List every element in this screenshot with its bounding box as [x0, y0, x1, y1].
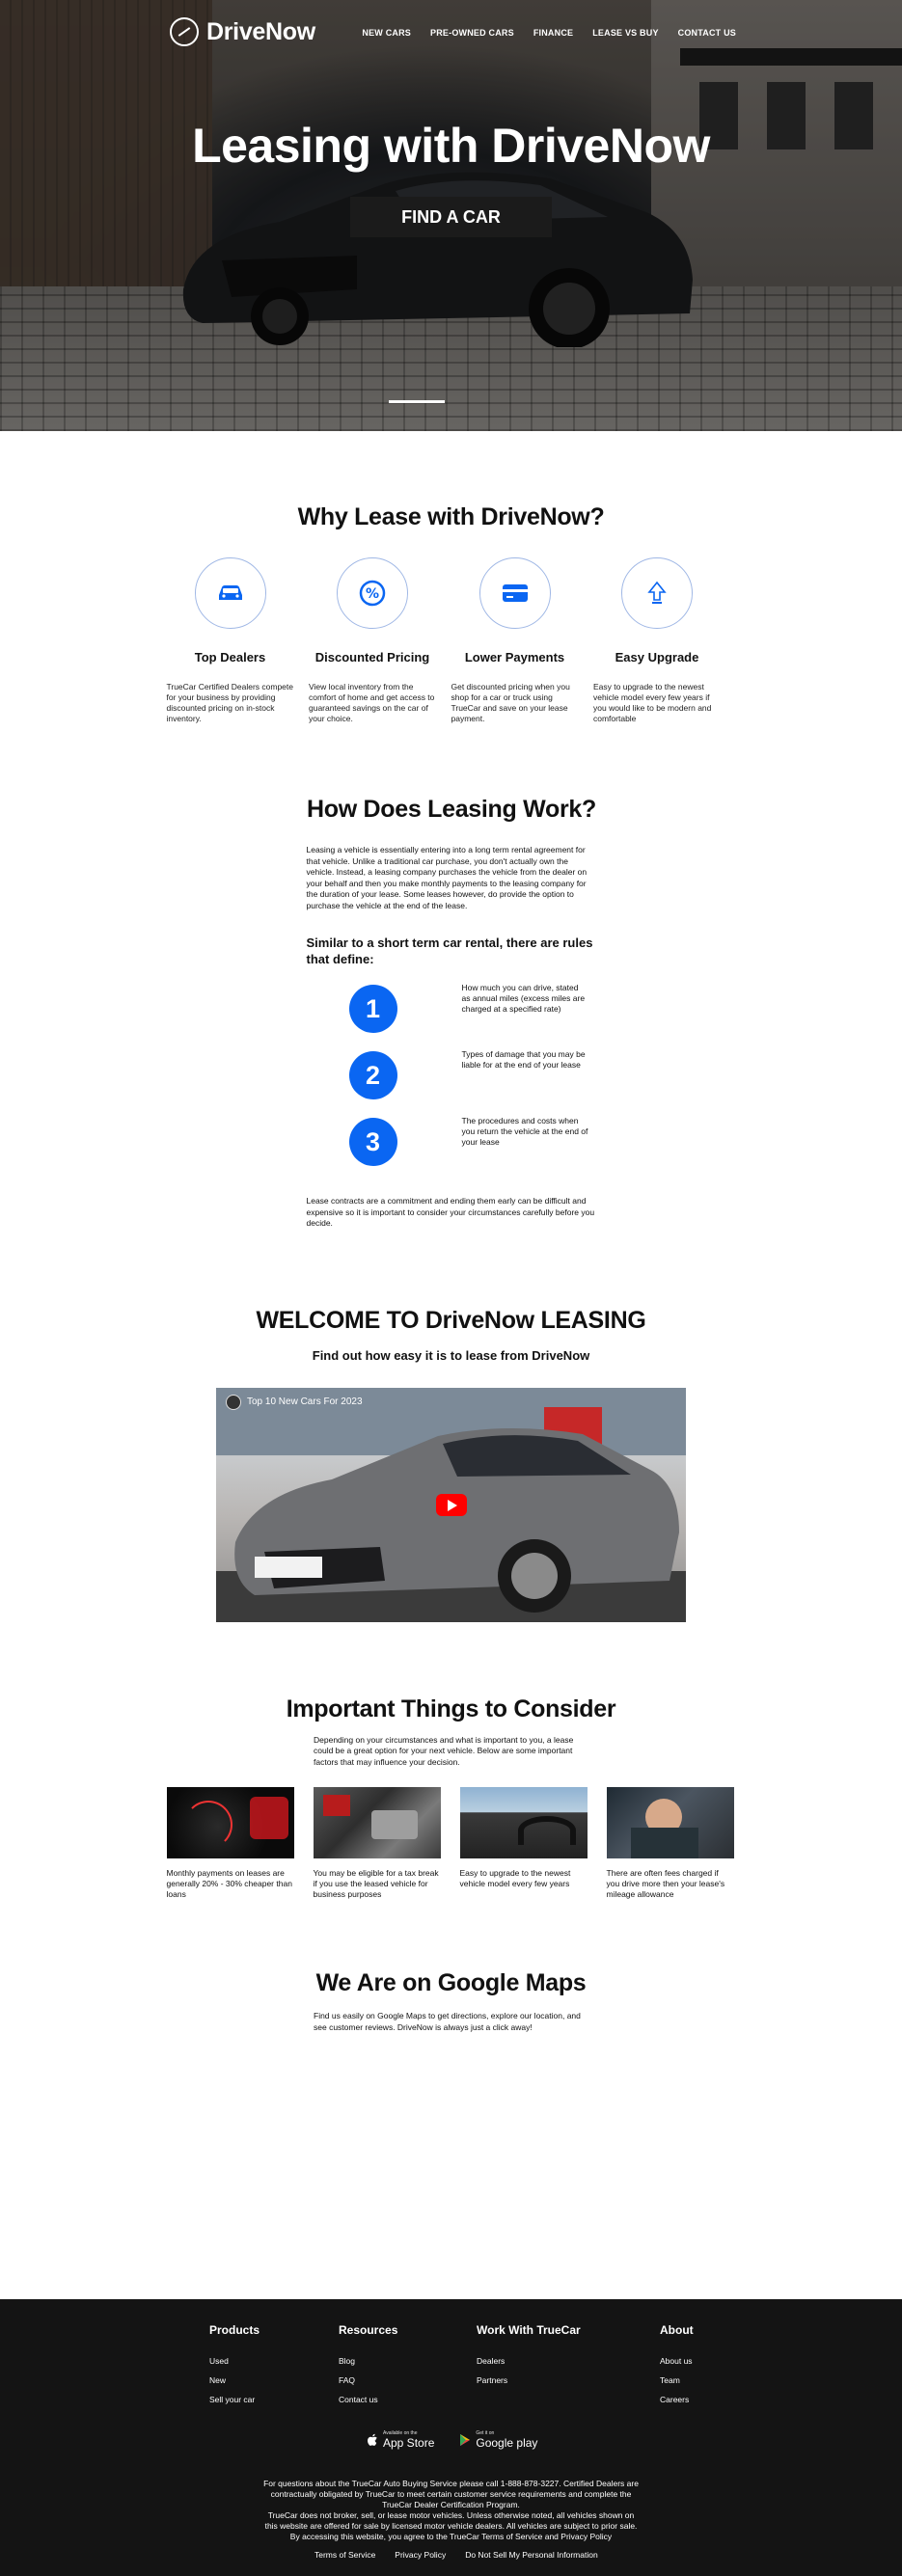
footer-col-title: About [660, 2323, 694, 2337]
welcome-subtitle: Find out how easy it is to lease from DriveNow [312, 1347, 590, 1363]
hero [0, 0, 902, 431]
card-text: There are often fees charged if you drive more then your lease's mileage allowance [606, 1868, 725, 1899]
maps-description: Find us easily on Google Maps to get directions, explore our location, and see customer reviews. DriveNow is always just a click away! [314, 2011, 581, 2032]
feature-top-dealers [167, 557, 310, 724]
rules-heading: Similar to a short term car rental, there are rules that define: [306, 935, 593, 966]
footer-link-new[interactable]: New [209, 2375, 227, 2385]
footer-link-faq[interactable]: FAQ [339, 2375, 356, 2385]
app-store-text: App Store [383, 2436, 435, 2450]
consider-card [607, 1787, 734, 1900]
footer-link-contact-us[interactable]: Contact us [339, 2395, 378, 2404]
nav-finance[interactable]: FINANCE [533, 28, 574, 38]
fine-print-1: For questions about the TrueCar Auto Buying Service please call 1-888-878-3227. Certified Dealers are contractually obligated by TrueCar to meet certain customer service requirements and complete the TrueCar Dealer Certification Program. [263, 2479, 639, 2509]
google-play-text: Google play [476, 2436, 538, 2450]
video-player[interactable] [216, 1388, 686, 1622]
footer-col-title: Work With TrueCar [477, 2323, 581, 2337]
why-lease-section [0, 503, 902, 724]
consider-card [460, 1787, 588, 1900]
why-lease-title: Why Lease with DriveNow? [297, 503, 605, 530]
rule-number: 2 [349, 1051, 397, 1099]
feature-title: Top Dealers [194, 650, 266, 664]
how-leasing-outro: Lease contracts are a commitment and ending them early can be difficult and expensive so it is important to consider your circumstances carefully before you decide. [306, 1196, 595, 1228]
footer-col-title: Products [209, 2323, 260, 2337]
google-play-icon [459, 2433, 471, 2447]
logo[interactable] [170, 17, 315, 46]
top-nav [0, 0, 902, 62]
footer [0, 2299, 902, 2576]
feature-text: Get discounted pricing when you shop for a car or truck using TrueCar and save on your lease payment. [451, 682, 570, 723]
rule-item [307, 1051, 596, 1118]
nav-contact-us[interactable]: CONTACT US [677, 28, 736, 38]
footer-col-work-with-truecar [477, 2323, 581, 2395]
do-not-sell-link[interactable]: Do Not Sell My Personal Information [465, 2550, 598, 2560]
video-title[interactable]: Top 10 New Cars For 2023 [247, 1396, 363, 1407]
maps-section [0, 1969, 902, 2322]
engine-image [314, 1787, 441, 1858]
feature-easy-upgrade [593, 557, 736, 724]
channel-avatar[interactable] [226, 1395, 241, 1410]
feature-title: Easy Upgrade [615, 650, 699, 664]
footer-col-about [660, 2323, 694, 2414]
footer-col-products [209, 2323, 260, 2414]
welcome-section [0, 1307, 902, 1622]
nav-lease-vs-buy[interactable]: LEASE VS BUY [592, 28, 659, 38]
how-leasing-title: How Does Leasing Work? [307, 796, 596, 823]
find-a-car-button[interactable]: FIND A CAR [350, 197, 552, 237]
play-button-icon[interactable] [436, 1494, 467, 1516]
upgrade-arrow-icon [621, 557, 693, 629]
footer-col-title: Resources [339, 2323, 398, 2337]
feature-text: Easy to upgrade to the newest vehicle model every few years if you would like to be modern and comfortable [593, 682, 712, 723]
footer-link-about-us[interactable]: About us [660, 2356, 693, 2366]
slider-indicator[interactable] [389, 400, 445, 403]
terms-of-service-link[interactable]: Terms of Service [314, 2550, 376, 2560]
hero-title: Leasing with DriveNow [192, 119, 710, 173]
card-text: You may be eligible for a tax break if you use the leased vehicle for business purposes [313, 1868, 439, 1899]
car-icon [195, 557, 266, 629]
map-embed[interactable] [0, 2033, 902, 2322]
privacy-policy-link[interactable]: Privacy Policy [395, 2550, 447, 2560]
card-text: Easy to upgrade to the newest vehicle model every few years [459, 1868, 571, 1888]
feature-lower-payments [451, 557, 594, 724]
nav-pre-owned-cars[interactable]: PRE-OWNED CARS [430, 28, 514, 38]
speedometer-image [167, 1787, 294, 1858]
how-leasing-intro: Leasing a vehicle is essentially entering into a long term rental agreement for that vehicle. Unlike a traditional car purchase, you don't actually own the vehicle. Instead, a leasing company purchases the vehicle from the dealer on your behalf and then you make monthly payments to the leasing company for the duration of your lease. Some leases however, do provide the option to purchase the vehicle at the end of the lease. [306, 845, 588, 910]
feature-title: Lower Payments [464, 650, 565, 664]
important-cards [167, 1787, 736, 1900]
app-store-badges [367, 2430, 537, 2450]
footer-link-dealers[interactable]: Dealers [477, 2356, 506, 2366]
speedometer-icon [170, 17, 199, 46]
svg-text:%: % [365, 586, 380, 602]
feature-text: View local inventory from the comfort of home and get access to guaranteed savings on the car of your choice. [309, 682, 435, 723]
consider-card [167, 1787, 294, 1900]
fine-print-2: TrueCar does not broker, sell, or lease motor vehicles. Unless otherwise noted, all vehicles shown on this website are offered for sale by licensed motor vehicle dealers. All vehicles are subject to prior sale. By accessing this website, you agree to the TrueCar Terms of Service and Privacy Policy [264, 2510, 638, 2541]
footer-link-careers[interactable]: Careers [660, 2395, 690, 2404]
footer-link-used[interactable]: Used [209, 2356, 229, 2366]
google-play-badge[interactable] [459, 2430, 537, 2450]
mechanic-image [607, 1787, 734, 1858]
driving-image [460, 1787, 588, 1858]
card-text: Monthly payments on leases are generally 20% - 30% cheaper than loans [166, 1868, 292, 1899]
features-row [167, 557, 736, 724]
percent-icon [337, 557, 408, 629]
rule-number: 1 [349, 985, 397, 1033]
brand-name: DriveNow [206, 17, 315, 45]
rule-item [307, 1118, 596, 1184]
footer-link-team[interactable]: Team [660, 2375, 680, 2385]
footer-col-resources [339, 2323, 397, 2414]
app-store-small-text: Available on the [383, 2430, 418, 2436]
maps-title: We Are on Google Maps [315, 1969, 587, 1996]
rule-number: 3 [349, 1118, 397, 1166]
rule-item [307, 985, 596, 1051]
how-leasing-section [307, 796, 596, 1230]
footer-link-blog[interactable]: Blog [339, 2356, 356, 2366]
apple-icon [367, 2433, 378, 2447]
rule-text: Types of damage that you may be liable for at the end of your lease [461, 1049, 586, 1070]
feature-text: TrueCar Certified Dealers compete for your business by providing discounted pricing on in-stock inventory. [166, 682, 293, 723]
footer-legal-links [314, 2550, 598, 2560]
important-description: Depending on your circumstances and what is important to you, a lease could be a great option for your next vehicle. Below are some important factors that may influence your decision. [314, 1734, 574, 1767]
footer-link-partners[interactable]: Partners [477, 2375, 508, 2385]
welcome-title: WELCOME TO DriveNow LEASING [256, 1306, 646, 1334]
rule-text: The procedures and costs when you return the vehicle at the end of your lease [461, 1116, 588, 1147]
rules-list [307, 985, 596, 1184]
footer-fine-print [260, 2479, 642, 2542]
google-play-small-text: Get it on [476, 2430, 495, 2436]
nav-new-cars[interactable]: NEW CARS [362, 28, 412, 38]
feature-title: Discounted Pricing [314, 650, 430, 664]
important-section [0, 1695, 902, 1901]
rule-text: How much you can drive, stated as annual miles (excess miles are charged at a specified rate) [461, 983, 586, 1014]
app-store-badge[interactable] [367, 2430, 434, 2450]
feature-discounted-pricing [309, 557, 451, 724]
footer-link-sell-your-car[interactable]: Sell your car [209, 2395, 256, 2404]
credit-card-icon [479, 557, 551, 629]
important-title: Important Things to Consider [286, 1695, 616, 1722]
consider-card [314, 1787, 441, 1900]
main-menu [362, 28, 736, 38]
